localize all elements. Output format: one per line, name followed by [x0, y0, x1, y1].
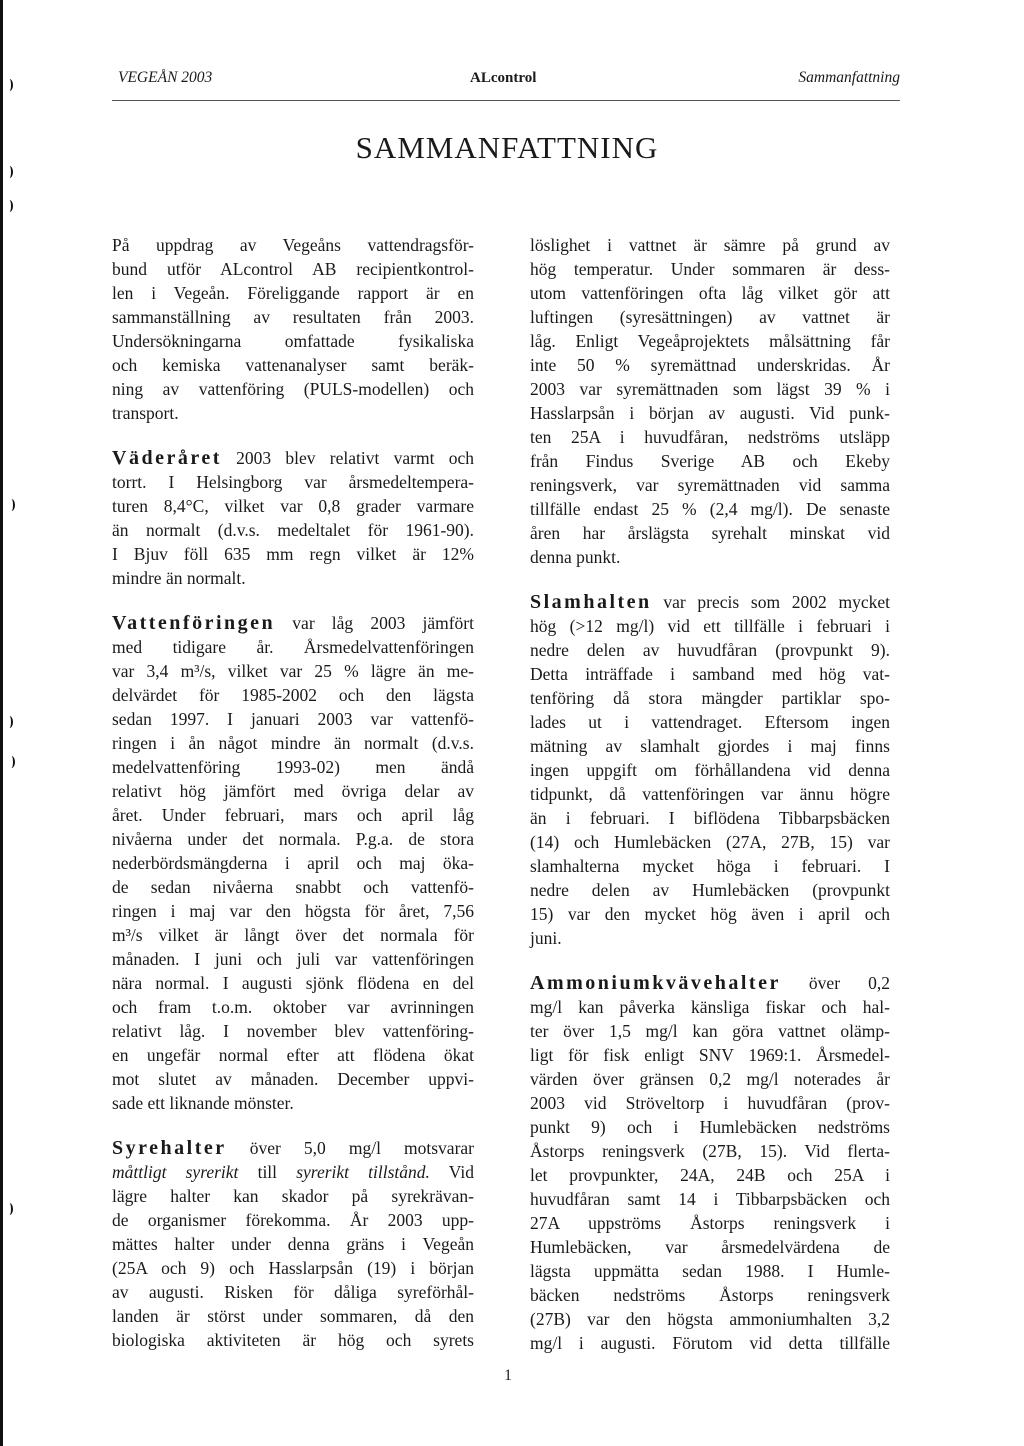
text-line: ingen uppgift om förhållandena vid denna [530, 760, 890, 780]
scan-artifact [6, 200, 13, 212]
text-line: ten 25A i huvudfåran, nedströms utsläpp [530, 427, 890, 447]
text-segment: var precis som 2002 mycket [651, 592, 890, 612]
text-column-right [530, 233, 890, 1355]
text-line: Åstorps reningsverk (27B, 15). Vid flerta- [530, 1141, 890, 1161]
text-line: från Findus Sverige AB och Ekeby [530, 451, 890, 471]
text-line: sammanställning av resultaten från 2003. [112, 307, 474, 327]
text-line [112, 1136, 474, 1160]
text-line: de organismer förekomma. År 2003 upp- [112, 1210, 474, 1230]
text-line: landen är störst under sommaren, då den [112, 1306, 474, 1326]
text-line: mätning av slamhalt gjordes i maj finns [530, 736, 890, 756]
text-line: hög temperatur. Under sommaren är dess- [530, 259, 890, 279]
text-line: bäcken nedströms Åstorps reningsverk [530, 1285, 890, 1305]
text-line: torrt. I Helsingborg var årsmedeltempera- [112, 472, 474, 492]
paragraph [530, 233, 890, 569]
paragraph [530, 590, 890, 950]
text-line: Humlebäcken, var årsmedelvärdena de [530, 1237, 890, 1257]
text-line: 15) var den mycket hög även i april och [530, 904, 890, 924]
scan-artifact [6, 166, 13, 178]
text-line: en ungefär normal efter att flödena ökat [112, 1045, 474, 1065]
text-line: nedre delen av Humlebäcken (provpunkt [530, 880, 890, 900]
text-line: inte 50 % syremättnad underskridas. År [530, 355, 890, 375]
text-line: huvudfåran samt 14 i Tibbarpsbäcken och [530, 1189, 890, 1209]
scan-artifact [6, 1203, 13, 1215]
text-line: punkt 9) och i Humlebäcken nedströms [530, 1117, 890, 1137]
emphasis-text: syrerikt tillstånd. [296, 1162, 430, 1182]
text-segment: över 0,2 [780, 973, 890, 993]
text-line: relativt låg. I november blev vattenföring- [112, 1021, 474, 1041]
text-line: ning av vattenföring (PULS-modellen) och [112, 379, 474, 399]
running-header-center: ALcontrol [470, 70, 537, 86]
running-header-left: VEGEÅN 2003 [118, 69, 213, 86]
text-line: (27B) var den högsta ammoniumhalten 3,2 [530, 1309, 890, 1329]
text-line: juni. [530, 928, 562, 948]
section-lead-in: Vattenföringen [112, 612, 276, 634]
text-line: mg/l kan påverka känsliga fiskar och hal- [530, 997, 890, 1017]
text-line: mindre än normalt. [112, 568, 246, 588]
text-line: relativt hög jämfört med övriga delar av [112, 781, 474, 801]
text-line: nivåerna under det normala. P.g.a. de stora [112, 829, 474, 849]
text-line: ringen i ån något mindre än normalt (d.v.s. [112, 733, 474, 753]
text-segment: 2003 blev relativt varmt och [221, 448, 474, 468]
text-line: bund utför ALcontrol AB recipientkontrol- [112, 259, 474, 279]
text-line: nedre delen av huvudfåran (provpunkt 9). [530, 640, 890, 660]
text-line: var 3,4 m³/s, vilket var 25 % lägre än me- [112, 661, 474, 681]
text-line: delvärdet för 1985-2002 och den lägsta [112, 685, 474, 705]
text-line: ter över 1,5 mg/l kan göra vattnet olämp- [530, 1021, 890, 1041]
text-line: med tidigare år. Årsmedelvattenföringen [112, 637, 474, 657]
text-line: 27A uppströms Åstorps reningsverk i [530, 1213, 890, 1233]
text-line: och kemiska vattenanalyser samt beräk- [112, 355, 474, 375]
text-line: 2003 vid Ströveltorp i huvudfåran (prov- [530, 1093, 890, 1113]
text-line: löslighet i vattnet är sämre på grund av [530, 235, 890, 255]
text-line: denna punkt. [530, 547, 621, 567]
section-lead-in: Väderåret [112, 447, 222, 469]
text-line: ligt för fisk enligt SNV 1969:1. Årsmedel- [530, 1045, 890, 1065]
text-line: I Bjuv föll 635 mm regn vilket är 12% [112, 544, 474, 564]
text-line: (14) och Humlebäcken (27A, 27B, 15) var [530, 832, 890, 852]
text-line: utom vattenföringen ofta låg vilket gör att [530, 283, 890, 303]
text-line: mot slutet av månaden. December uppvi- [112, 1069, 474, 1089]
page-number: 1 [504, 1367, 512, 1384]
text-line: lägsta uppmätta sedan 1988. I Humle- [530, 1261, 890, 1281]
scan-artifact [8, 499, 15, 511]
text-line: mättes halter under denna gräns i Vegeån [112, 1234, 474, 1254]
text-line: transport. [112, 403, 179, 423]
scan-edge [0, 0, 3, 1446]
text-line: ringen i maj var den högsta för året, 7,56 [112, 901, 474, 921]
text-line: och fram t.o.m. oktober var avrinningen [112, 997, 474, 1017]
text-line: lades ut i vattendraget. Eftersom ingen [530, 712, 890, 732]
text-line: av augusti. Risken för dåliga syreförhål- [112, 1282, 474, 1302]
text-segment: Vid [429, 1162, 474, 1182]
text-line: biologiska aktiviteten är hög och syrets [112, 1330, 474, 1350]
text-line [530, 590, 890, 614]
text-line [112, 446, 474, 470]
text-line: Hasslarpsån i början av augusti. Vid punk- [530, 403, 890, 423]
scan-artifact [8, 756, 15, 768]
text-line: hög (>12 mg/l) vid ett tillfälle i februari i [530, 616, 890, 636]
text-line: tillfälle endast 25 % (2,4 mg/l). De senaste [530, 499, 890, 519]
text-line: medelvattenföring 1993-02) men ändå [112, 757, 474, 777]
paragraph [112, 233, 474, 425]
header-rule [112, 100, 900, 101]
text-line: de sedan nivåerna snabbt och vattenfö- [112, 877, 474, 897]
text-line: låg. Enligt Vegeåprojektets målsättning får [530, 331, 890, 351]
text-line: mg/l i augusti. Förutom vid detta tillfälle [530, 1333, 890, 1353]
text-line: luftingen (syresättningen) av vattnet är [530, 307, 890, 327]
text-line [112, 611, 474, 635]
text-line: turen 8,4°C, vilket var 0,8 grader varmare [112, 496, 474, 516]
scan-artifact [6, 716, 13, 728]
text-segment: var låg 2003 jämfört [275, 613, 474, 633]
text-line: värden över gränsen 0,2 mg/l noterades år [530, 1069, 890, 1089]
text-line: sedan 1997. I januari 2003 var vattenfö- [112, 709, 474, 729]
text-line: åren har årslägsta syrehalt minskat vid [530, 523, 890, 543]
paragraph [530, 971, 890, 1355]
text-line: nederbördsmängderna i april och maj öka- [112, 853, 474, 873]
paragraph [112, 446, 474, 590]
text-line: nära normal. I augusti sjönk flödena en del [112, 973, 474, 993]
text-line: månaden. I juni och juli var vattenföringen [112, 949, 474, 969]
text-line: Detta inträffade i samband med hög vat- [530, 664, 890, 684]
text-line: Undersökningarna omfattade fysikaliska [112, 331, 474, 351]
page-title: SAMMANFATTNING [355, 130, 659, 165]
text-line: tidpunkt, då vattenföringen var ännu högre [530, 784, 890, 804]
running-header-right: Sammanfattning [798, 69, 900, 86]
scan-artifact [6, 79, 13, 91]
text-line: (25A och 9) och Hasslarpsån (19) i början [112, 1258, 474, 1278]
section-lead-in: Syrehalter [112, 1137, 227, 1159]
text-line: slamhalterna mycket höga i februari. I [530, 856, 890, 876]
text-line: let provpunkter, 24A, 24B och 25A i [530, 1165, 890, 1185]
text-line: reningsverk, var syremättnaden vid samma [530, 475, 890, 495]
text-segment: över 5,0 mg/l motsvarar [226, 1138, 474, 1158]
text-line [530, 971, 890, 995]
text-line [112, 1160, 474, 1184]
paragraph [112, 1136, 474, 1352]
text-line: På uppdrag av Vegeåns vattendragsför- [112, 235, 474, 255]
text-line: året. Under februari, mars och april låg [112, 805, 474, 825]
text-line: len i Vegeån. Föreliggande rapport är en [112, 283, 474, 303]
emphasis-text: måttligt syrerikt [112, 1162, 239, 1182]
text-line: 2003 var syremättnaden som lägst 39 % i [530, 379, 890, 399]
text-line: än normalt (d.v.s. medeltalet för 1961-90). [112, 520, 474, 540]
text-line: tenföring då stora mängder partiklar spo- [530, 688, 890, 708]
paragraph [112, 611, 474, 1115]
text-line: m³/s vilket är långt över det normala för [112, 925, 474, 945]
section-lead-in: Slamhalten [530, 591, 652, 613]
text-line: lägre halter kan skador på syrekrävan- [112, 1186, 474, 1206]
text-line: än i februari. I biflödena Tibbarpsbäcken [530, 808, 890, 828]
text-column-left [112, 233, 474, 1352]
section-lead-in: Ammoniumkvävehalter [530, 972, 781, 994]
text-segment: till [238, 1162, 297, 1182]
text-line: sade ett liknande mönster. [112, 1093, 294, 1113]
